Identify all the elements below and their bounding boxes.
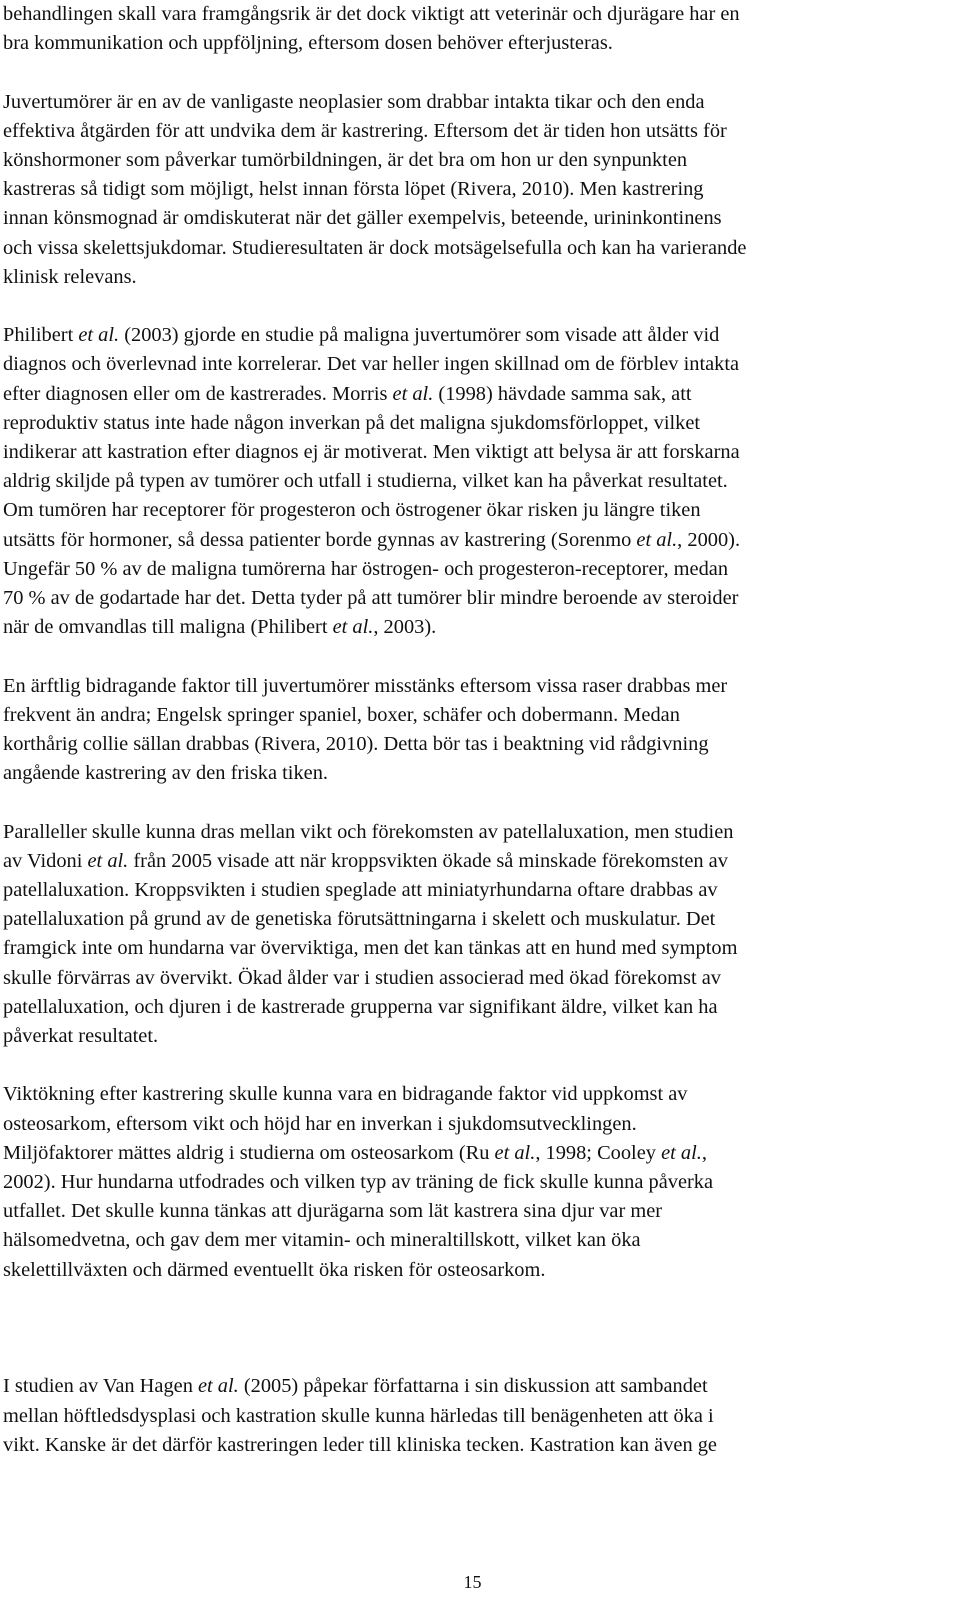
text-line: angående kastrering av den friska tiken. — [3, 762, 328, 785]
text-line: hälsomedvetna, och gav dem mer vitamin- och mineraltillskott, vilket kan öka — [3, 1229, 641, 1252]
citation-et-al: et al. — [87, 849, 129, 872]
text-line: efter diagnosen eller om de kastrerades. Morris et al. (1998) hävdade samma sak, att — [3, 382, 692, 405]
text-line: korthårig collie sällan drabbas (Rivera, 2010). Detta bör tas i beaktning vid rådgivning — [3, 733, 709, 756]
text-line: diagnos och överlevnad inte korrelerar. Det var heller ingen skillnad om de förblev intakta — [3, 353, 740, 376]
paragraph-philibert-study — [3, 321, 948, 642]
citation-et-al: et al. — [332, 616, 374, 639]
text-line: när de omvandlas till maligna (Philibert et al., 2003). — [3, 616, 437, 639]
page-number: 15 — [463, 1572, 482, 1592]
text-line: skelettillväxten och därmed eventuellt öka risken för osteosarkom. — [3, 1258, 546, 1281]
citation-et-al: et al. — [78, 324, 120, 347]
paragraph-patellar-luxation — [3, 818, 948, 1052]
text-line: kastreras så tidigt som möjligt, helst innan första löpet (Rivera, 2010). Men kastrering — [3, 178, 704, 201]
citation-et-al: et al. — [392, 382, 434, 405]
text-line: aldrig skiljde på typen av tumörer och utfall i studierna, vilket kan ha påverkat resultatet. — [3, 470, 728, 493]
text-line: patellaluxation. Kroppsvikten i studien speglade att miniatyrhundarna oftare drabbas av — [3, 879, 718, 902]
text-line: Paralleller skulle kunna dras mellan vikt och förekomsten av patellaluxation, men studien — [3, 820, 734, 843]
text-line: Juvertumörer är en av de vanligaste neoplasier som drabbar intakta tikar och den enda — [3, 90, 705, 113]
text-line: Ungefär 50 % av de maligna tumörerna har östrogen- och progesteron-receptorer, medan — [3, 557, 729, 580]
citation-et-al: et al. — [197, 1375, 239, 1398]
text-line: innan könsmognad är omdiskuterat när det gäller exempelvis, beteende, urininkontinens — [3, 207, 722, 230]
citation-et-al: et al. — [494, 1141, 536, 1164]
text-line: patellaluxation på grund av de genetiska förutsättningarna i skelett och muskulatur. Det — [3, 908, 716, 931]
text-line: frekvent än andra; Engelsk springer spaniel, boxer, schäfer och dobermann. Medan — [3, 703, 680, 726]
text-line: I studien av Van Hagen et al. (2005) påpekar författarna i sin diskussion att sambandet — [3, 1375, 708, 1398]
text-line: Om tumören har receptorer för progesteron och östrogener ökar risken ju längre tiken — [3, 499, 701, 522]
text-line: bra kommunikation och uppföljning, eftersom dosen behöver efterjusteras. — [3, 32, 613, 55]
paragraph-hereditary-factor — [3, 672, 948, 789]
text-line: reproduktiv status inte hade någon inverkan på det maligna sjukdomsförloppet, vilket — [3, 411, 701, 434]
text-line: mellan höftledsdysplasi och kastration skulle kunna härledas till benägenheten att öka i — [3, 1404, 714, 1427]
text-line: patellaluxation, och djuren i de kastrerade grupperna var signifikant äldre, vilket kan ha — [3, 995, 718, 1018]
paragraph-treatment-communication — [3, 0, 948, 58]
text-line: indikerar att kastration efter diagnos ej är motiverat. Men viktigt att belysa är att forskarna — [3, 441, 740, 464]
text-line: Viktökning efter kastrering skulle kunna vara en bidragande faktor vid uppkomst av — [3, 1083, 688, 1106]
text-line: utfallet. Det skulle kunna tänkas att djurägarna som lät kastrera sina djur var mer — [3, 1200, 663, 1223]
text-line: könshormoner som påverkar tumörbildningen, är det bra om hon ur den synpunkten — [3, 149, 688, 171]
text-line: påverkat resultatet. — [3, 1025, 159, 1048]
text-line: behandlingen skall vara framgångsrik är det dock viktigt att veterinär och djurägare har en — [3, 3, 740, 25]
text-line: Philibert et al. (2003) gjorde en studie på maligna juvertumörer som visade att ålder vid — [3, 324, 720, 347]
citation-et-al: et al. — [636, 528, 678, 551]
text-line: framgick inte om hundarna var överviktiga, men det kan tänkas att en hund med symptom — [3, 937, 738, 960]
paragraph-hip-dysplasia — [3, 1372, 948, 1460]
text-line: En ärftlig bidragande faktor till juvertumörer misstänks eftersom vissa raser drabbas mer — [3, 674, 728, 697]
body-text — [3, 0, 948, 1489]
text-line: osteosarkom, eftersom vikt och höjd har en inverkan i sjukdomsutvecklingen. — [3, 1112, 637, 1135]
paragraph-osteosarcoma — [3, 1080, 948, 1284]
text-line: utsätts för hormoner, så dessa patienter borde gynnas av kastrering (Sorenmo et al., 2000). — [3, 528, 741, 551]
text-line: klinisk relevans. — [3, 265, 137, 288]
text-line: effektiva åtgärden för att undvika dem är kastrering. Eftersom det är tiden hon utsätts för — [3, 119, 727, 142]
text-line: Miljöfaktorer mättes aldrig i studierna om osteosarkom (Ru et al., 1998; Cooley et al., — [3, 1141, 707, 1164]
text-line: skulle förvärras av övervikt. Ökad ålder var i studien associerad med ökad förekomst av — [3, 966, 721, 989]
text-line: 70 % av de godartade har det. Detta tyder på att tumörer blir mindre beroende av steroider — [3, 587, 739, 610]
paragraph-mammary-tumors — [3, 88, 948, 292]
text-line: av Vidoni et al. från 2005 visade att när kroppsvikten ökade så minskade förekomsten av — [3, 849, 728, 872]
text-line: och vissa skelettsjukdomar. Studieresultaten är dock motsägelsefulla och kan ha varierande — [3, 236, 747, 259]
citation-et-al: et al. — [661, 1141, 702, 1164]
text-line: vikt. Kanske är det därför kastreringen leder till kliniska tecken. Kastration kan även ge — [3, 1433, 717, 1456]
text-line: 2002). Hur hundarna utfodrades och vilken typ av träning de fick skulle kunna påverka — [3, 1171, 714, 1194]
